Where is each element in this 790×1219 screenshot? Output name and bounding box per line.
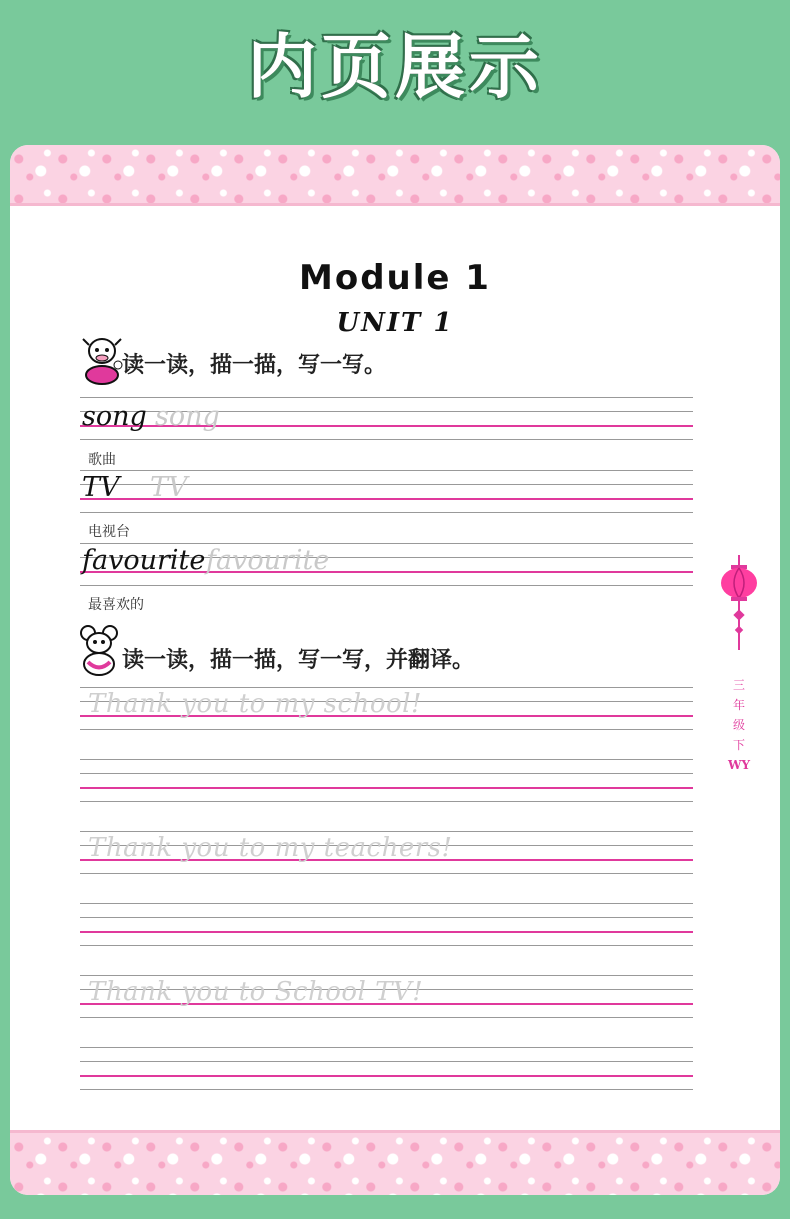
workbook-page — [10, 145, 780, 1195]
word-meaning: 歌曲 — [88, 452, 116, 468]
sentence-trace: Thank you to my school! — [88, 689, 422, 719]
grade-label — [727, 675, 751, 775]
cow-mascot-icon — [78, 335, 126, 387]
word-meaning: 最喜欢的 — [88, 597, 144, 613]
unit-title: UNIT 1 — [336, 308, 454, 338]
word-trace: favourite — [206, 545, 330, 576]
sentence-trace: Thank you to School TV! — [88, 977, 424, 1007]
word-sample: song — [82, 401, 147, 432]
word-trace: song — [155, 401, 220, 432]
sentence-trace: Thank you to my teachers! — [88, 833, 453, 863]
writing-lines — [80, 759, 693, 803]
section2-instruction: 读一读，描一描，写一写，并翻译。 — [122, 647, 475, 673]
floral-border-bottom — [10, 1130, 780, 1195]
grade-char: 级 — [732, 718, 745, 732]
writing-lines — [80, 1047, 693, 1091]
lantern-icon — [719, 555, 759, 655]
banner-title: 内页展示 — [247, 26, 543, 108]
section1-instruction: 读一读，描一描，写一写。 — [122, 352, 387, 378]
mouse-mascot-icon — [76, 625, 124, 677]
word-sample: favourite — [82, 545, 206, 576]
word-sample: TV — [82, 472, 120, 503]
grade-char: 下 — [732, 738, 745, 752]
word-trace: TV — [150, 472, 188, 503]
floral-border-top — [10, 145, 780, 206]
edition-code: WY — [727, 758, 751, 772]
grade-char: 三 — [732, 678, 745, 692]
grade-char: 年 — [732, 698, 745, 712]
module-title: Module 1 — [299, 258, 491, 298]
word-meaning: 电视台 — [88, 524, 130, 540]
writing-lines — [80, 903, 693, 947]
